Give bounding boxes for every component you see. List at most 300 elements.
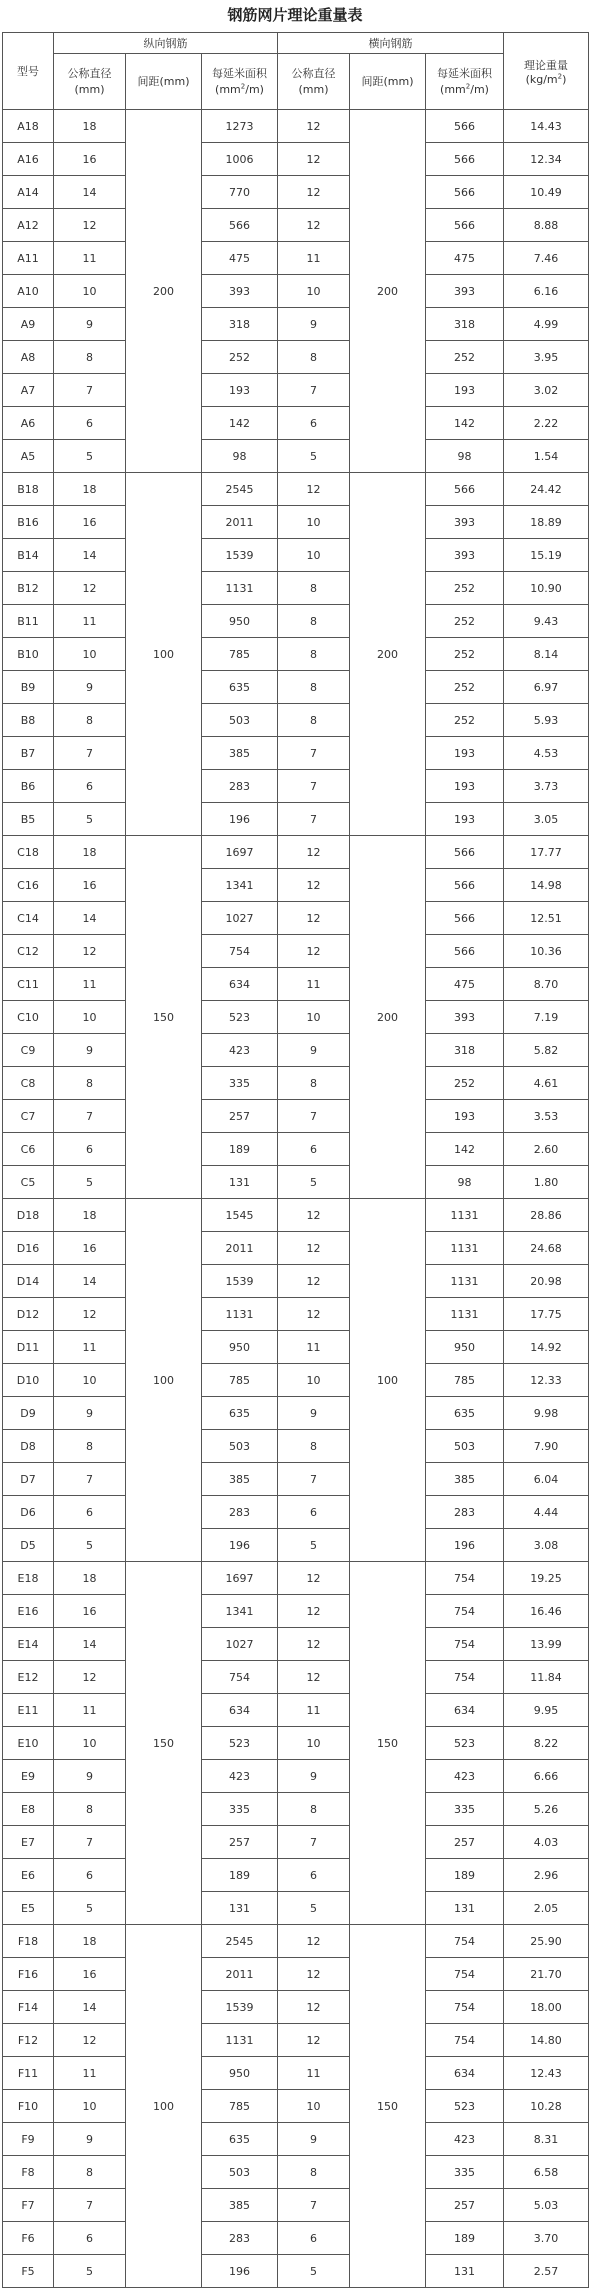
cell-long-area: 189	[202, 1133, 278, 1166]
cell-long-area: 283	[202, 770, 278, 803]
cell-model: B11	[3, 605, 54, 638]
table-row	[3, 1628, 589, 1661]
cell-long-diameter: 11	[54, 1331, 126, 1364]
cell-long-diameter: 5	[54, 440, 126, 473]
cell-model: A7	[3, 374, 54, 407]
cell-long-area: 98	[202, 440, 278, 473]
cell-trans-spacing: 150	[350, 1562, 426, 1925]
table-row	[3, 1430, 589, 1463]
cell-model: A6	[3, 407, 54, 440]
cell-model: C11	[3, 968, 54, 1001]
cell-long-area: 2011	[202, 1232, 278, 1265]
cell-trans-area: 1131	[426, 1298, 504, 1331]
cell-trans-area: 131	[426, 1892, 504, 1925]
table-row	[3, 1529, 589, 1562]
cell-long-area: 785	[202, 638, 278, 671]
cell-model: B8	[3, 704, 54, 737]
cell-trans-area: 393	[426, 539, 504, 572]
cell-weight: 24.42	[504, 473, 589, 506]
cell-model: A12	[3, 209, 54, 242]
cell-long-area: 142	[202, 407, 278, 440]
cell-trans-diameter: 9	[278, 1034, 350, 1067]
header-weight-label: 理论重量	[524, 58, 568, 72]
cell-weight: 8.88	[504, 209, 589, 242]
cell-trans-area: 252	[426, 638, 504, 671]
cell-long-diameter: 14	[54, 1265, 126, 1298]
cell-long-area: 1341	[202, 869, 278, 902]
cell-trans-area: 393	[426, 275, 504, 308]
cell-model: D8	[3, 1430, 54, 1463]
table-row	[3, 1166, 589, 1199]
cell-trans-diameter: 10	[278, 1364, 350, 1397]
cell-long-area: 523	[202, 1001, 278, 1034]
table-row	[3, 1397, 589, 1430]
cell-trans-diameter: 10	[278, 539, 350, 572]
cell-trans-diameter: 12	[278, 176, 350, 209]
cell-trans-area: 131	[426, 2255, 504, 2288]
cell-model: D11	[3, 1331, 54, 1364]
cell-trans-area: 193	[426, 737, 504, 770]
cell-long-area: 2011	[202, 1958, 278, 1991]
cell-long-area: 196	[202, 1529, 278, 1562]
cell-long-area: 252	[202, 341, 278, 374]
cell-weight: 12.34	[504, 143, 589, 176]
cell-trans-area: 193	[426, 770, 504, 803]
cell-model: A9	[3, 308, 54, 341]
cell-weight: 14.92	[504, 1331, 589, 1364]
cell-weight: 2.05	[504, 1892, 589, 1925]
cell-weight: 8.14	[504, 638, 589, 671]
cell-long-diameter: 10	[54, 638, 126, 671]
cell-long-area: 385	[202, 1463, 278, 1496]
table-row	[3, 1232, 589, 1265]
cell-weight: 5.82	[504, 1034, 589, 1067]
cell-long-diameter: 14	[54, 1628, 126, 1661]
cell-long-diameter: 8	[54, 341, 126, 374]
cell-trans-diameter: 12	[278, 1199, 350, 1232]
cell-long-diameter: 7	[54, 2189, 126, 2222]
cell-long-area: 318	[202, 308, 278, 341]
table-row	[3, 1727, 589, 1760]
cell-model: F10	[3, 2090, 54, 2123]
header-weight-unit: $(kg/m^2)$	[525, 71, 567, 86]
cell-long-diameter: 18	[54, 110, 126, 143]
cell-long-diameter: 12	[54, 572, 126, 605]
cell-model: B5	[3, 803, 54, 836]
cell-long-diameter: 9	[54, 671, 126, 704]
cell-model: D5	[3, 1529, 54, 1562]
cell-trans-area: 393	[426, 1001, 504, 1034]
cell-trans-area: 393	[426, 506, 504, 539]
cell-trans-area: 252	[426, 605, 504, 638]
cell-long-area: 523	[202, 1727, 278, 1760]
table-row	[3, 704, 589, 737]
table-row	[3, 572, 589, 605]
table-row	[3, 605, 589, 638]
cell-model: F9	[3, 2123, 54, 2156]
cell-trans-diameter: 11	[278, 242, 350, 275]
cell-trans-area: 189	[426, 2222, 504, 2255]
cell-long-diameter: 8	[54, 1793, 126, 1826]
table-row	[3, 1859, 589, 1892]
cell-model: E12	[3, 1661, 54, 1694]
cell-weight: 7.19	[504, 1001, 589, 1034]
cell-weight: 10.28	[504, 2090, 589, 2123]
cell-trans-area: 1131	[426, 1199, 504, 1232]
table-row	[3, 2255, 589, 2288]
table-row	[3, 1991, 589, 2024]
cell-long-area: 503	[202, 1430, 278, 1463]
cell-weight: 4.03	[504, 1826, 589, 1859]
cell-weight: 4.61	[504, 1067, 589, 1100]
cell-long-diameter: 11	[54, 605, 126, 638]
table-row	[3, 539, 589, 572]
cell-long-spacing: 150	[126, 836, 202, 1199]
cell-model: B6	[3, 770, 54, 803]
cell-long-diameter: 11	[54, 2057, 126, 2090]
cell-long-diameter: 14	[54, 1991, 126, 2024]
table-row	[3, 2057, 589, 2090]
table-row	[3, 1265, 589, 1298]
table-row	[3, 1892, 589, 1925]
cell-long-area: 754	[202, 1661, 278, 1694]
cell-trans-diameter: 12	[278, 869, 350, 902]
cell-long-diameter: 11	[54, 968, 126, 1001]
cell-trans-diameter: 7	[278, 770, 350, 803]
cell-model: B7	[3, 737, 54, 770]
cell-trans-area: 283	[426, 1496, 504, 1529]
cell-long-diameter: 18	[54, 1562, 126, 1595]
table-row	[3, 473, 589, 506]
cell-model: C6	[3, 1133, 54, 1166]
weight-table	[2, 32, 589, 2288]
cell-weight: 7.90	[504, 1430, 589, 1463]
table-row	[3, 2189, 589, 2222]
cell-long-diameter: 7	[54, 1826, 126, 1859]
cell-weight: 20.98	[504, 1265, 589, 1298]
cell-trans-area: 566	[426, 143, 504, 176]
cell-long-diameter: 7	[54, 737, 126, 770]
cell-weight: 14.43	[504, 110, 589, 143]
cell-trans-area: 566	[426, 935, 504, 968]
cell-long-area: 754	[202, 935, 278, 968]
cell-model: B10	[3, 638, 54, 671]
table-row	[3, 1100, 589, 1133]
cell-trans-area: 193	[426, 374, 504, 407]
cell-weight: 12.33	[504, 1364, 589, 1397]
cell-weight: 8.70	[504, 968, 589, 1001]
cell-model: F14	[3, 1991, 54, 2024]
cell-trans-area: 634	[426, 2057, 504, 2090]
cell-long-area: 503	[202, 2156, 278, 2189]
cell-weight: 8.22	[504, 1727, 589, 1760]
cell-long-area: 257	[202, 1100, 278, 1133]
cell-weight: 17.75	[504, 1298, 589, 1331]
cell-trans-area: 193	[426, 1100, 504, 1133]
cell-trans-diameter: 11	[278, 1331, 350, 1364]
cell-long-diameter: 9	[54, 2123, 126, 2156]
cell-long-diameter: 5	[54, 2255, 126, 2288]
cell-long-diameter: 8	[54, 704, 126, 737]
cell-trans-diameter: 12	[278, 143, 350, 176]
cell-trans-diameter: 12	[278, 110, 350, 143]
cell-model: F6	[3, 2222, 54, 2255]
cell-weight: 5.26	[504, 1793, 589, 1826]
cell-trans-diameter: 12	[278, 902, 350, 935]
cell-trans-area: 423	[426, 2123, 504, 2156]
cell-trans-area: 257	[426, 2189, 504, 2222]
cell-weight: 15.19	[504, 539, 589, 572]
cell-long-diameter: 16	[54, 869, 126, 902]
cell-trans-diameter: 9	[278, 1397, 350, 1430]
cell-long-area: 475	[202, 242, 278, 275]
cell-trans-area: 257	[426, 1826, 504, 1859]
cell-weight: 10.90	[504, 572, 589, 605]
table-row	[3, 803, 589, 836]
cell-long-area: 131	[202, 1892, 278, 1925]
cell-trans-diameter: 12	[278, 836, 350, 869]
cell-trans-area: 1131	[426, 1232, 504, 1265]
cell-long-diameter: 7	[54, 1100, 126, 1133]
cell-long-area: 335	[202, 1067, 278, 1100]
cell-weight: 9.98	[504, 1397, 589, 1430]
cell-long-area: 1341	[202, 1595, 278, 1628]
cell-model: B18	[3, 473, 54, 506]
cell-long-diameter: 5	[54, 1529, 126, 1562]
cell-long-area: 283	[202, 1496, 278, 1529]
cell-model: A14	[3, 176, 54, 209]
cell-model: F12	[3, 2024, 54, 2057]
table-row	[3, 374, 589, 407]
cell-trans-area: 566	[426, 110, 504, 143]
header-trans-diameter: 公称直径 (mm)	[278, 54, 350, 110]
cell-trans-area: 566	[426, 473, 504, 506]
cell-long-diameter: 12	[54, 1661, 126, 1694]
table-row	[3, 1298, 589, 1331]
cell-trans-area: 142	[426, 407, 504, 440]
cell-long-diameter: 8	[54, 1430, 126, 1463]
cell-weight: 14.98	[504, 869, 589, 902]
header-long-spacing: 间距(mm)	[126, 54, 202, 110]
cell-trans-area: 252	[426, 341, 504, 374]
cell-model: E16	[3, 1595, 54, 1628]
table-row	[3, 275, 589, 308]
cell-trans-diameter: 5	[278, 1892, 350, 1925]
table-row	[3, 1925, 589, 1958]
cell-trans-area: 634	[426, 1694, 504, 1727]
cell-long-diameter: 6	[54, 770, 126, 803]
cell-weight: 7.46	[504, 242, 589, 275]
cell-long-area: 635	[202, 671, 278, 704]
cell-trans-diameter: 8	[278, 605, 350, 638]
cell-model: A11	[3, 242, 54, 275]
table-row	[3, 737, 589, 770]
cell-trans-spacing: 150	[350, 1925, 426, 2288]
cell-long-area: 385	[202, 2189, 278, 2222]
table-row	[3, 308, 589, 341]
cell-trans-diameter: 7	[278, 1100, 350, 1133]
cell-trans-diameter: 10	[278, 275, 350, 308]
cell-trans-diameter: 6	[278, 1133, 350, 1166]
cell-weight: 11.84	[504, 1661, 589, 1694]
table-row	[3, 638, 589, 671]
cell-long-diameter: 16	[54, 506, 126, 539]
table-row	[3, 1694, 589, 1727]
header-long-diameter: 公称直径 (mm)	[54, 54, 126, 110]
cell-trans-area: 193	[426, 803, 504, 836]
cell-weight: 6.04	[504, 1463, 589, 1496]
cell-model: F11	[3, 2057, 54, 2090]
table-row	[3, 1001, 589, 1034]
cell-long-area: 634	[202, 1694, 278, 1727]
cell-weight: 19.25	[504, 1562, 589, 1595]
cell-long-diameter: 7	[54, 374, 126, 407]
cell-weight: 4.53	[504, 737, 589, 770]
cell-long-diameter: 12	[54, 2024, 126, 2057]
cell-weight: 6.58	[504, 2156, 589, 2189]
cell-trans-area: 423	[426, 1760, 504, 1793]
cell-weight: 3.73	[504, 770, 589, 803]
cell-weight: 2.60	[504, 1133, 589, 1166]
table-row	[3, 869, 589, 902]
table-row	[3, 1562, 589, 1595]
cell-weight: 5.03	[504, 2189, 589, 2222]
cell-weight: 3.95	[504, 341, 589, 374]
cell-weight: 12.51	[504, 902, 589, 935]
cell-model: E14	[3, 1628, 54, 1661]
cell-weight: 17.77	[504, 836, 589, 869]
cell-trans-diameter: 9	[278, 1760, 350, 1793]
table-row	[3, 1133, 589, 1166]
cell-trans-diameter: 12	[278, 1958, 350, 1991]
table-row	[3, 2090, 589, 2123]
cell-trans-area: 335	[426, 2156, 504, 2189]
cell-long-spacing: 100	[126, 1925, 202, 2288]
cell-trans-area: 252	[426, 1067, 504, 1100]
cell-trans-diameter: 6	[278, 2222, 350, 2255]
cell-model: D9	[3, 1397, 54, 1430]
cell-trans-diameter: 12	[278, 1661, 350, 1694]
table-row	[3, 2123, 589, 2156]
cell-trans-area: 566	[426, 836, 504, 869]
cell-long-area: 1027	[202, 1628, 278, 1661]
cell-long-diameter: 16	[54, 1958, 126, 1991]
cell-long-area: 257	[202, 1826, 278, 1859]
cell-model: C10	[3, 1001, 54, 1034]
cell-model: C5	[3, 1166, 54, 1199]
cell-weight: 1.80	[504, 1166, 589, 1199]
table-row	[3, 209, 589, 242]
cell-trans-diameter: 12	[278, 1991, 350, 2024]
cell-long-area: 635	[202, 1397, 278, 1430]
table-row	[3, 407, 589, 440]
cell-trans-area: 754	[426, 1991, 504, 2024]
cell-weight: 8.31	[504, 2123, 589, 2156]
cell-long-diameter: 18	[54, 836, 126, 869]
cell-long-area: 950	[202, 2057, 278, 2090]
cell-trans-area: 566	[426, 869, 504, 902]
cell-trans-diameter: 7	[278, 1463, 350, 1496]
cell-long-area: 1131	[202, 1298, 278, 1331]
cell-long-diameter: 9	[54, 1034, 126, 1067]
table-row	[3, 902, 589, 935]
cell-long-area: 1697	[202, 836, 278, 869]
cell-trans-area: 1131	[426, 1265, 504, 1298]
cell-trans-area: 754	[426, 1958, 504, 1991]
cell-model: E11	[3, 1694, 54, 1727]
table-row	[3, 1496, 589, 1529]
header-weight	[504, 33, 589, 110]
cell-long-area: 2545	[202, 1925, 278, 1958]
cell-model: C8	[3, 1067, 54, 1100]
cell-trans-area: 98	[426, 440, 504, 473]
cell-trans-diameter: 7	[278, 737, 350, 770]
cell-model: B9	[3, 671, 54, 704]
cell-model: E8	[3, 1793, 54, 1826]
cell-weight: 16.46	[504, 1595, 589, 1628]
header-trans-area: 每延米面积 $(mm^2/m)$	[426, 54, 504, 110]
cell-weight: 3.02	[504, 374, 589, 407]
cell-weight: 6.66	[504, 1760, 589, 1793]
cell-weight: 14.80	[504, 2024, 589, 2057]
cell-trans-diameter: 6	[278, 407, 350, 440]
cell-long-diameter: 10	[54, 1364, 126, 1397]
cell-trans-diameter: 8	[278, 341, 350, 374]
cell-long-diameter: 6	[54, 1859, 126, 1892]
cell-long-diameter: 10	[54, 1001, 126, 1034]
cell-model: C9	[3, 1034, 54, 1067]
cell-model: F8	[3, 2156, 54, 2189]
cell-model: B16	[3, 506, 54, 539]
cell-model: D10	[3, 1364, 54, 1397]
cell-trans-diameter: 5	[278, 2255, 350, 2288]
cell-long-spacing: 100	[126, 1199, 202, 1562]
cell-long-area: 393	[202, 275, 278, 308]
cell-weight: 5.93	[504, 704, 589, 737]
cell-model: E9	[3, 1760, 54, 1793]
cell-model: E5	[3, 1892, 54, 1925]
cell-weight: 9.43	[504, 605, 589, 638]
page-title: 钢筋网片理论重量表	[227, 6, 363, 24]
cell-long-area: 385	[202, 737, 278, 770]
cell-weight: 21.70	[504, 1958, 589, 1991]
cell-trans-diameter: 5	[278, 1529, 350, 1562]
cell-long-spacing: 150	[126, 1562, 202, 1925]
cell-trans-diameter: 12	[278, 473, 350, 506]
cell-long-diameter: 18	[54, 1199, 126, 1232]
cell-trans-diameter: 12	[278, 1232, 350, 1265]
cell-long-area: 335	[202, 1793, 278, 1826]
cell-trans-area: 142	[426, 1133, 504, 1166]
cell-long-diameter: 11	[54, 1694, 126, 1727]
cell-long-diameter: 5	[54, 803, 126, 836]
cell-long-area: 634	[202, 968, 278, 1001]
cell-long-diameter: 6	[54, 1133, 126, 1166]
cell-long-area: 785	[202, 2090, 278, 2123]
cell-model: D16	[3, 1232, 54, 1265]
cell-long-area: 770	[202, 176, 278, 209]
cell-trans-spacing: 200	[350, 836, 426, 1199]
cell-trans-diameter: 9	[278, 308, 350, 341]
cell-trans-diameter: 10	[278, 506, 350, 539]
cell-trans-diameter: 8	[278, 2156, 350, 2189]
cell-model: C16	[3, 869, 54, 902]
cell-long-diameter: 5	[54, 1166, 126, 1199]
cell-long-diameter: 12	[54, 935, 126, 968]
header-row-top	[3, 33, 589, 54]
cell-long-diameter: 18	[54, 473, 126, 506]
cell-model: C7	[3, 1100, 54, 1133]
